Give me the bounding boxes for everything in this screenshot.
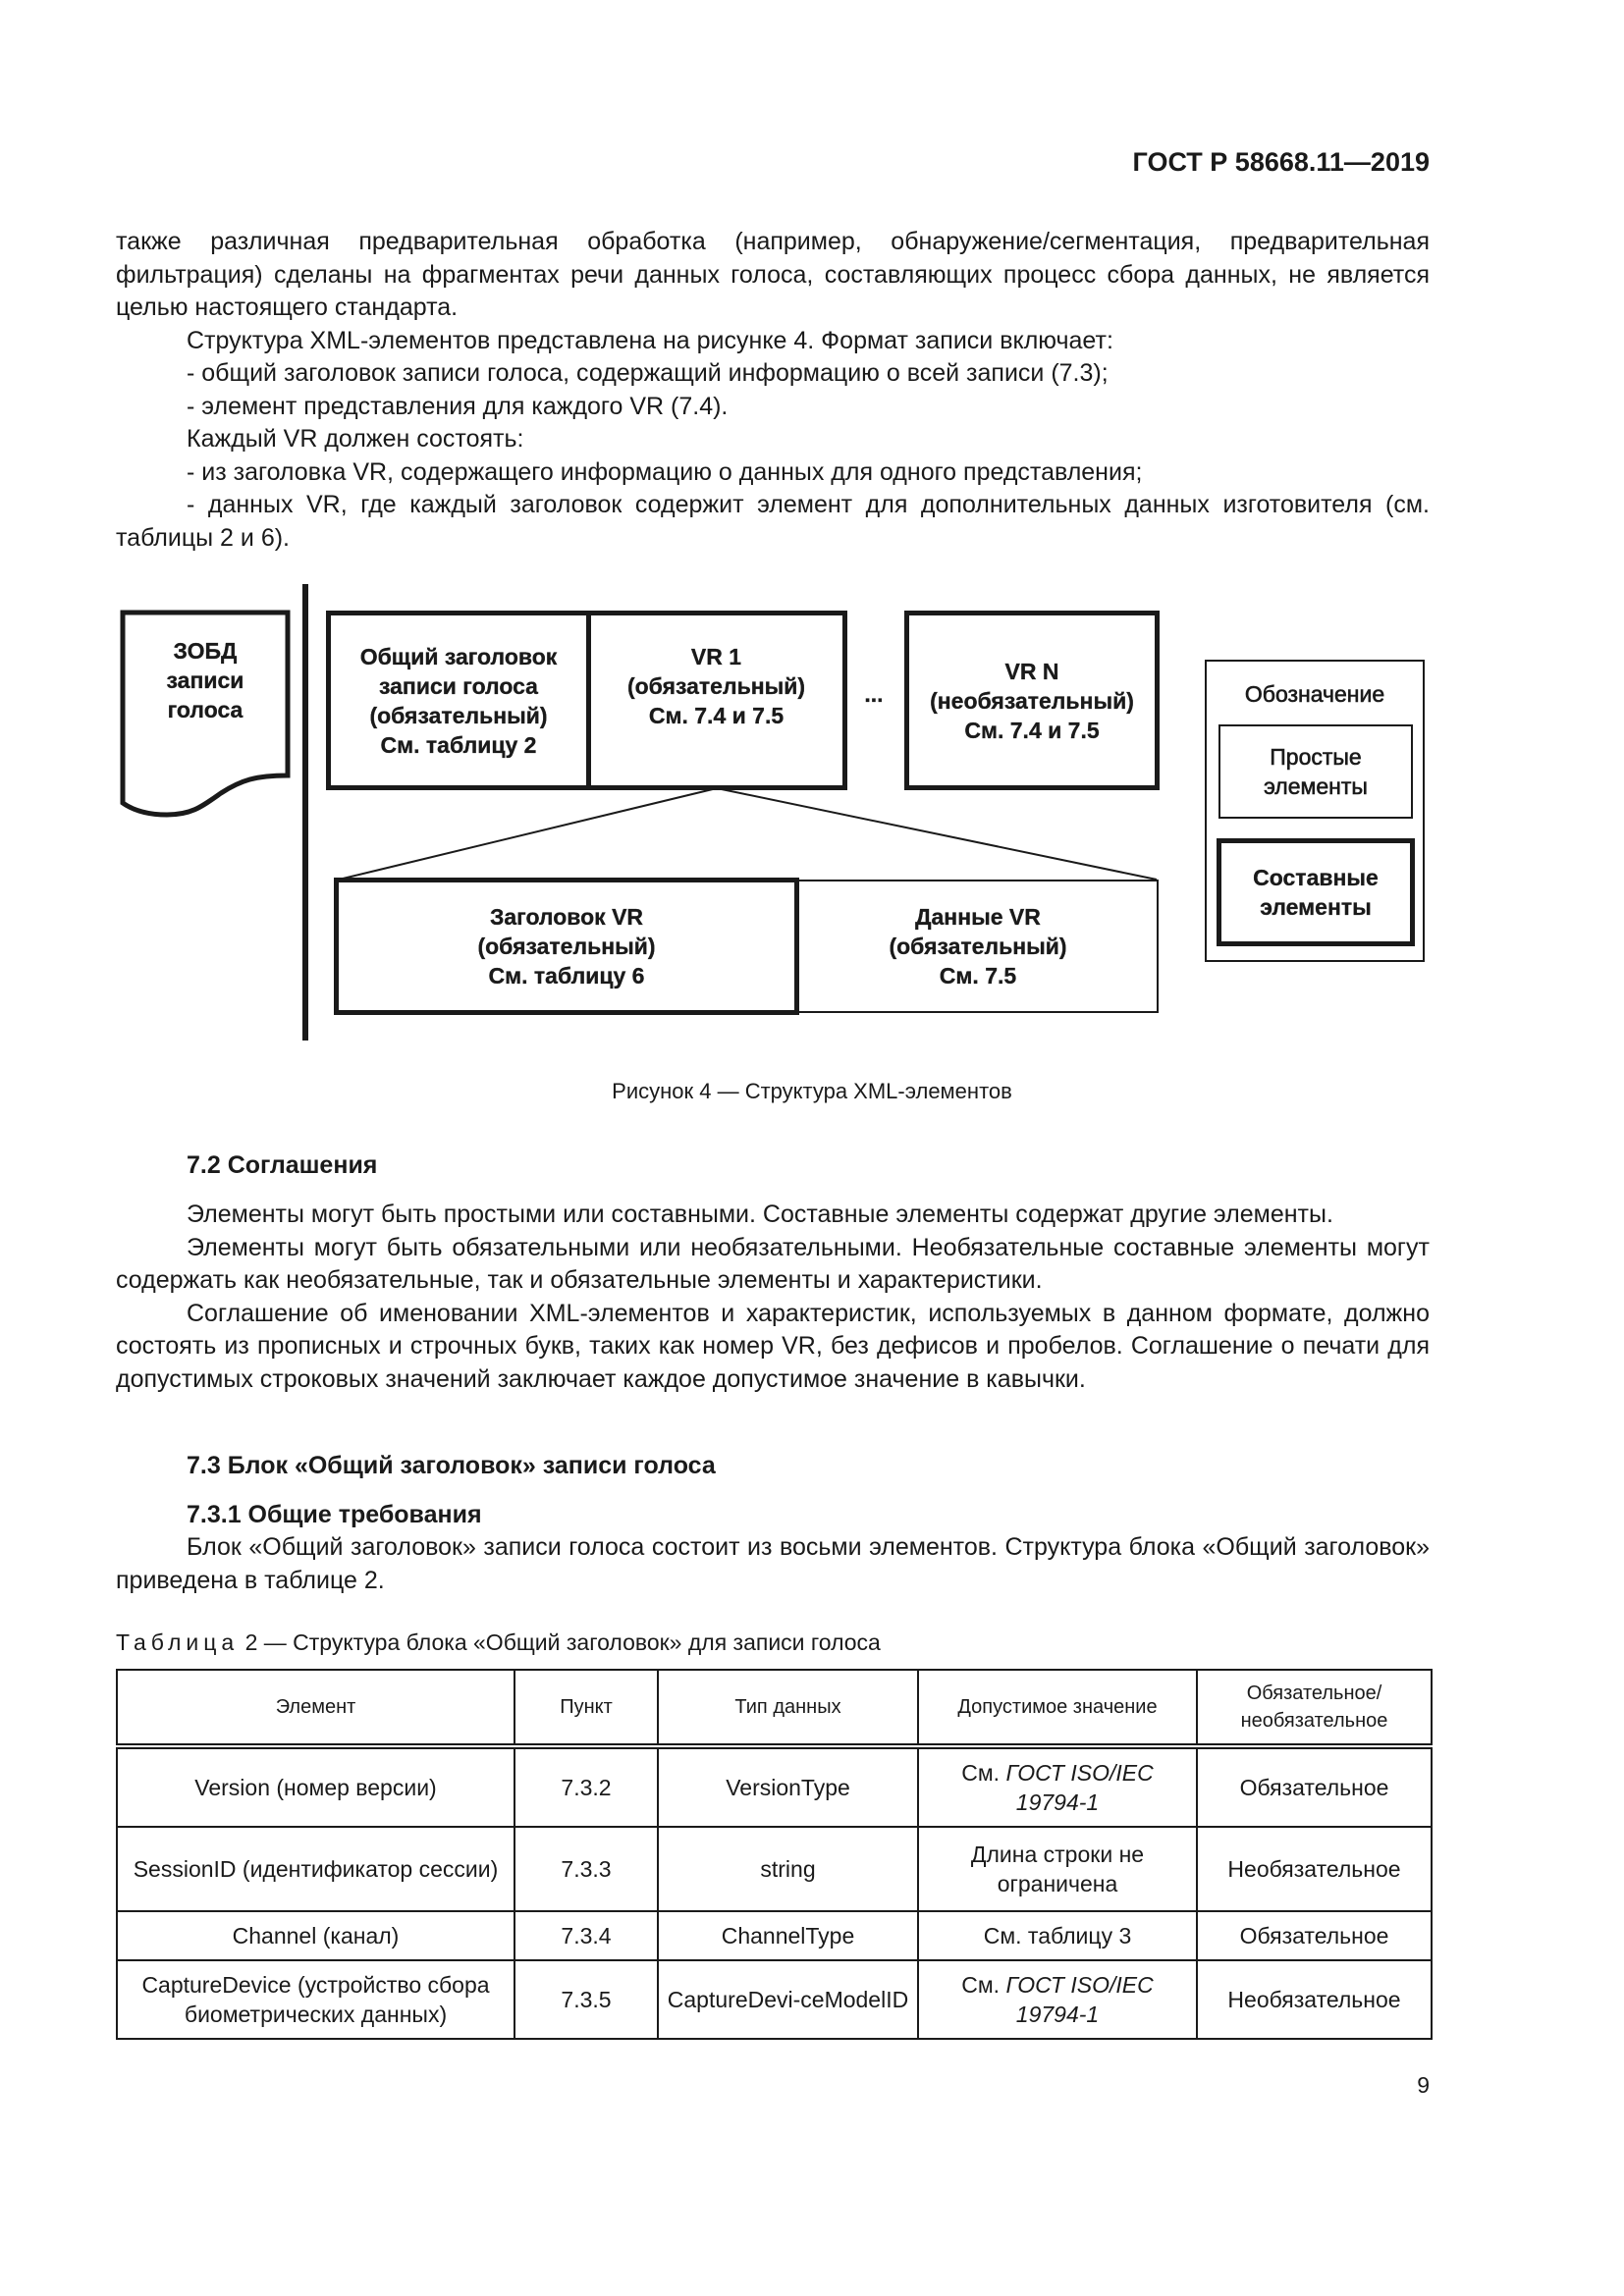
paragraph: Элементы могут быть обязательными или необязательными. Необязательные составные элементы могут содержать как необязательные, так и обязательные элементы и характеристики. [116, 1233, 1430, 1294]
column-header: Допустимое значение [918, 1670, 1197, 1746]
page-number: 9 [1417, 2072, 1430, 2098]
table-header-row [117, 1670, 1432, 1746]
zobd-label: ЗОБД записи голоса [166, 638, 244, 722]
table-caption: Таблица 2 — Структура блока «Общий заголовок» для записи голоса [116, 1629, 881, 1655]
table-cell: ChannelType [658, 1911, 918, 1960]
table-row [117, 1911, 1432, 1960]
section-7-3-1-text [116, 1531, 1430, 1597]
list-item: - из заголовка VR, содержащего информацию о данных для одного представления; [187, 457, 1143, 486]
table-row [117, 1746, 1432, 1827]
vr-data-box: Данные VR (обязательный) См. 7.5 [797, 880, 1159, 1013]
table-cell: Channel (канал) [117, 1911, 514, 1960]
column-header: Обязательное/ необязательное [1197, 1670, 1432, 1746]
general-header-box: Общий заголовок записи голоса (обязательный) См. таблицу 2 [326, 611, 591, 790]
paragraph: Соглашение об именовании XML-элементов и характеристик, используемых в данном формате, должно состоять из прописных и строчных букв, таких как номер VR, без дефисов и пробелов. Соглашение о печати для допустимых строковых значений заключает каждое допустимое значение в кавычки. [116, 1299, 1430, 1393]
table-cell: 7.3.3 [514, 1827, 658, 1911]
subsection-heading: 7.3.1 Общие требования [187, 1501, 482, 1528]
list-item: - элемент представления для каждого VR (7.4). [187, 392, 729, 420]
legend [1205, 660, 1425, 962]
legend-composite: Составные элементы [1217, 838, 1415, 946]
paragraph: Каждый VR должен состоять: [187, 425, 524, 453]
list-item: - данных VR, где каждый заголовок содержит элемент для дополнительных данных изготовителя (см. таблицы 2 и 6). [116, 491, 1430, 552]
column-header: Элемент [117, 1670, 514, 1746]
table-cell: CaptureDevice (устройство сбора биометрических данных) [117, 1960, 514, 2039]
table-cell: 7.3.2 [514, 1746, 658, 1827]
table-cell: SessionID (идентификатор сессии) [117, 1827, 514, 1911]
table-cell: Обязательное [1197, 1911, 1432, 1960]
list-item: - общий заголовок записи голоса, содержащий информацию о всей записи (7.3); [187, 359, 1109, 387]
figure-caption: Рисунок 4 — Структура XML-элементов [612, 1079, 1012, 1103]
legend-simple: Простые элементы [1218, 724, 1413, 819]
table-cell: Необязательное [1197, 1827, 1432, 1911]
table-row [117, 1960, 1432, 2039]
table-cell: Version (номер версии) [117, 1746, 514, 1827]
legend-title: Обозначение [1244, 681, 1385, 707]
column-header: Тип данных [658, 1670, 918, 1746]
table-cell: См. ГОСТ ISO/IEC 19794-1 [918, 1960, 1197, 2039]
paragraph: Структура XML-элементов представлена на рисунке 4. Формат записи включает: [187, 326, 1113, 354]
table-row [117, 1827, 1432, 1911]
ellipsis: ... [864, 681, 884, 707]
table-cell: VersionType [658, 1746, 918, 1827]
table-cell: См. ГОСТ ISO/IEC 19794-1 [918, 1746, 1197, 1827]
table-cell: string [658, 1827, 918, 1911]
table-cell: 7.3.4 [514, 1911, 658, 1960]
vr-header-box: Заголовок VR (обязательный) См. таблицу 6 [334, 878, 799, 1015]
table-cell: Обязательное [1197, 1746, 1432, 1827]
table-cell: Длина строки не ограничена [918, 1827, 1197, 1911]
column-header: Пункт [514, 1670, 658, 1746]
intro-text [116, 226, 1430, 555]
paragraph: также различная предварительная обработка (например, обнаружение/сегментация, предварительная фильтрация) сделаны на фрагментах речи данных голоса, составляющих процесс сбора данных, не является целью настоящего стандарта. [116, 228, 1430, 321]
section-heading: 7.3 Блок «Общий заголовок» записи голоса [187, 1452, 716, 1479]
table-cell: 7.3.5 [514, 1960, 658, 2039]
vrn-box: VR N (необязательный) См. 7.4 и 7.5 [904, 611, 1160, 790]
vr1-box: VR 1 (обязательный) См. 7.4 и 7.5 [586, 611, 847, 790]
section-7-2-text [116, 1199, 1430, 1396]
table-cell: Необязательное [1197, 1960, 1432, 2039]
table-2 [116, 1669, 1433, 2040]
paragraph: Элементы могут быть простыми или составными. Составные элементы содержат другие элементы. [187, 1201, 1333, 1228]
section-heading: 7.2 Соглашения [187, 1151, 378, 1179]
table-cell: См. таблицу 3 [918, 1911, 1197, 1960]
paragraph: Блок «Общий заголовок» записи голоса состоит из восьми элементов. Структура блока «Общий заголовок» приведена в таблице 2. [116, 1533, 1430, 1594]
document-header: ГОСТ Р 58668.11—2019 [1132, 147, 1430, 177]
table-cell: CaptureDevi-ceModelID [658, 1960, 918, 2039]
